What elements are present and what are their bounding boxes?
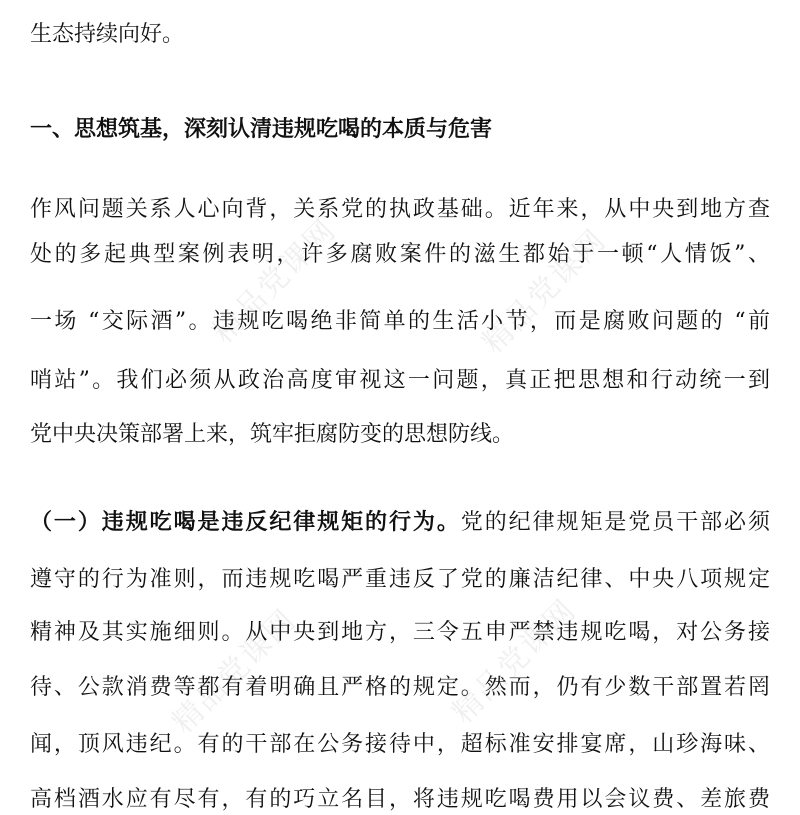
paragraph-line: 作风问题关系人心向背，关系党的执政基础。近年来，从中央到地方查 [30, 197, 770, 222]
watermark: 精品党课网 [475, 222, 614, 361]
watermark: 精品党课网 [445, 592, 584, 731]
paragraph-line: 精神及其实施细则。从中央到地方，三令五申严禁违规吃喝，对公务接 [30, 620, 770, 645]
paragraph-line: 处的多起典型案例表明，许多腐败案件的滋生都始于一顿“人情饭”、 [30, 242, 770, 267]
paragraph-line: 闻，顶风违纪。有的干部在公务接待中，超标准安排宴席，山珍海味、 [30, 732, 770, 757]
paragraph-text: 党的纪律规矩是党员干部必须 [460, 510, 770, 535]
subsection-lead: （一）违规吃喝是违反纪律规矩的行为。 [30, 510, 461, 535]
paragraph-line: 待、公款消费等都有着明确且严格的规定。然而，仍有少数干部置若罔 [30, 675, 770, 700]
watermark: 精品党课网 [205, 212, 344, 351]
paragraph-line: 哨站”。我们必须从政治高度审视这一问题，真正把思想和行动统一到 [30, 368, 770, 393]
paragraph-line: 高档酒水应有尽有，有的巧立名目，将违规吃喝费用以会议费、差旅费 [30, 787, 770, 812]
watermark: 精品党课网 [165, 602, 304, 741]
text-line: 生态持续向好。 [30, 22, 185, 47]
paragraph-line: 党中央决策部署上来，筑牢拒腐防变的思想防线。 [30, 422, 515, 447]
paragraph-line [30, 508, 770, 538]
paragraph-line: 一场 “交际酒”。违规吃喝绝非简单的生活小节，而是腐败问题的 “前 [30, 309, 770, 334]
paragraph-line: 遵守的行为准则，而违规吃喝严重违反了党的廉洁纪律、中央八项规定 [30, 567, 770, 592]
section-heading: 一、思想筑基，深刻认清违规吃喝的本质与危害 [30, 117, 493, 142]
